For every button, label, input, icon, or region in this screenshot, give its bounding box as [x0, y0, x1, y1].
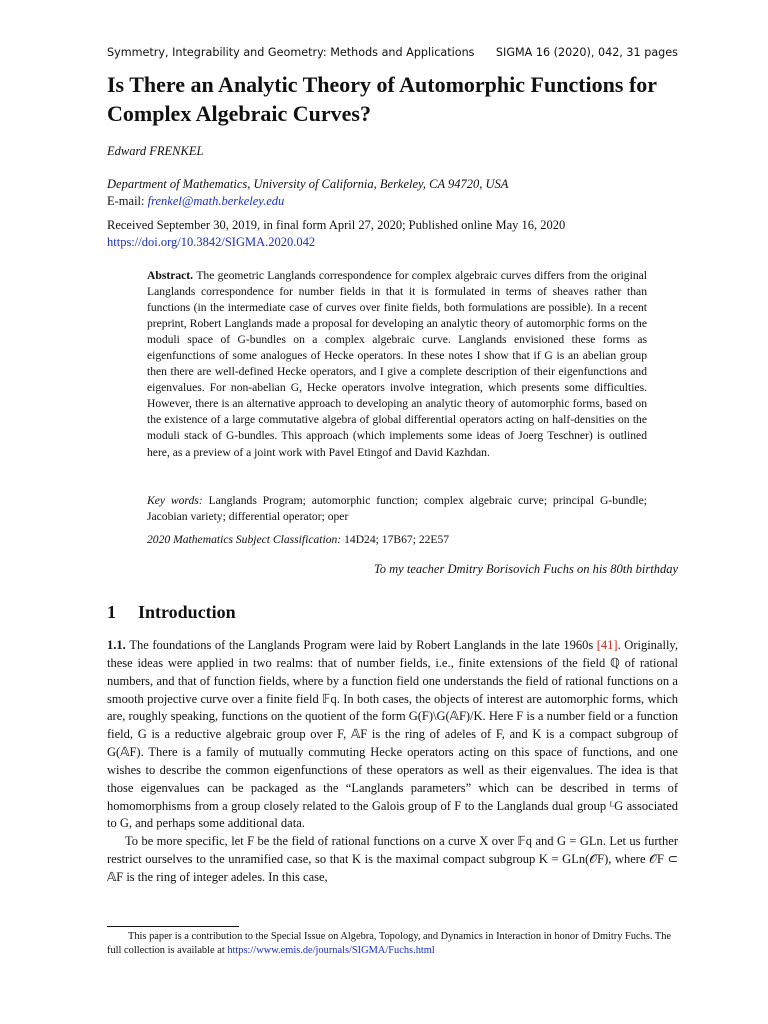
email-label: E-mail: [107, 194, 145, 208]
msc-label: 2020 Mathematics Subject Classification: [147, 533, 342, 546]
abstract-label: Abstract. [147, 269, 194, 282]
publication-info [107, 217, 565, 251]
dedication: To my teacher Dmitry Borisovich Fuchs on his 80th birthday [373, 562, 678, 576]
paragraph-1-text-a: The foundations of the Langlands Program were laid by Robert Langlands in the late 1960s [129, 638, 594, 652]
abstract-text: The geometric Langlands correspondence for complex algebraic curves differs from the original Langlands correspondence for number fields in that it is formulated in terms of sheaves rather than functions (in the intermediate case of curves over finite fields, both formulations are possible). In a recent preprint, Robert Langlands made a proposal for developing an analytic theory of automorphic forms on the moduli space of G-bundles on a complex algebraic curve. Langlands envisioned these forms as eigenfunctions of some analogues of Hecke operators. In these notes I show that if G is an abelian group then there are well-defined Hecke operators, and I give a complete description of their eigenfunctions and eigenvalues. For non-abelian G, Hecke operators involve integration, which presents some difficulties. However, there is an alternative approach to developing an analytic theory of automorphic forms, based on the existence of a large commutative algebra of global differential operators acting on half-densities on the moduli stack of G-bundles. This approach (which implements some ideas of Joerg Teschner) is outlined here, as a preview of a joint work with Pavel Etingof and David Kazhdan. [147, 269, 647, 459]
footnote-link[interactable]: https://www.emis.de/journals/SIGMA/Fuchs.html [227, 945, 435, 956]
paper-title: Is There an Analytic Theory of Automorphic Functions for Complex Algebraic Curves? [107, 72, 657, 126]
paragraph-1-text-b: . Originally, these ideas were applied in two realms: that of number fields, i.e., finite extensions of the field ℚ of rational numbers, and that of function fields, where by a function field one understands the field of rational functions on a smooth projective curve over a finite field 𝔽q. In both cases, the objects of interest are automorphic forms, which are, roughly speaking, functions on the quotient of the form G(F)\G(𝔸F)/K. Here F is a number field or a function field, G is a reductive algebraic group over F, 𝔸F is the ring of adeles of F, and K is a compact subgroup of G(𝔸F). There is a family of mutually commuting Hecke operators acting on this space of functions, and one wishes to describe the common eigenfunctions of these operators as well as their eigenvalues. The idea is that those eigenvalues can be packaged as the “Langlands parameters” which can be described in terms of homomorphisms from a group closely related to the Galois group of F to the Langlands dual group ᴸG associated to G, and perhaps some additional data. [107, 638, 678, 831]
running-header [107, 46, 678, 59]
email-line [107, 193, 508, 210]
footnote-rule [107, 926, 239, 927]
msc-classification [147, 533, 449, 546]
section-heading [107, 602, 236, 623]
abstract [147, 268, 647, 461]
footnote [107, 930, 678, 958]
paragraph-1 [107, 637, 678, 833]
paragraph-label: 1.1. [107, 638, 126, 652]
author-name: Edward FRENKEL [107, 144, 204, 158]
section-title: Introduction [138, 602, 236, 622]
paragraph-2: To be more specific, let F be the field of rational functions on a curve X over 𝔽q and G = GLn. Let us further restrict ourselves to the unramified case, so that K is the maximal compact subgroup K = GLn(𝒪F), where 𝒪F ⊂ 𝔸F is the ring of integer adeles. In this case, [107, 834, 678, 884]
journal-name: Symmetry, Integrability and Geometry: Methods and Applications [107, 46, 475, 59]
affiliation-block [107, 176, 508, 210]
msc-codes: 14D24; 17B67; 22E57 [344, 533, 450, 546]
footnote-text: This paper is a contribution to the Special Issue on Algebra, Topology, and Dynamics in Interaction in honor of Dmitry Fuchs. The full collection is available at [107, 931, 672, 956]
keywords [147, 493, 647, 525]
citation-link[interactable]: [41] [596, 638, 618, 652]
doi-link[interactable]: https://doi.org/10.3842/SIGMA.2020.042 [107, 235, 316, 249]
body-text [107, 637, 678, 887]
issue-info: SIGMA 16 (2020), 042, 31 pages [495, 46, 678, 59]
keywords-label: Key words: [147, 494, 203, 507]
keywords-text: Langlands Program; automorphic function; complex algebraic curve; principal G-bundle; Jacobian variety; differential operator; oper [147, 494, 647, 524]
affiliation: Department of Mathematics, University of California, Berkeley, CA 94720, USA [107, 177, 509, 191]
section-number: 1 [107, 602, 116, 622]
email-link[interactable]: frenkel@math.berkeley.edu [147, 194, 285, 208]
publication-dates: Received September 30, 2019, in final form April 27, 2020; Published online May 16, 2020 [107, 218, 566, 232]
